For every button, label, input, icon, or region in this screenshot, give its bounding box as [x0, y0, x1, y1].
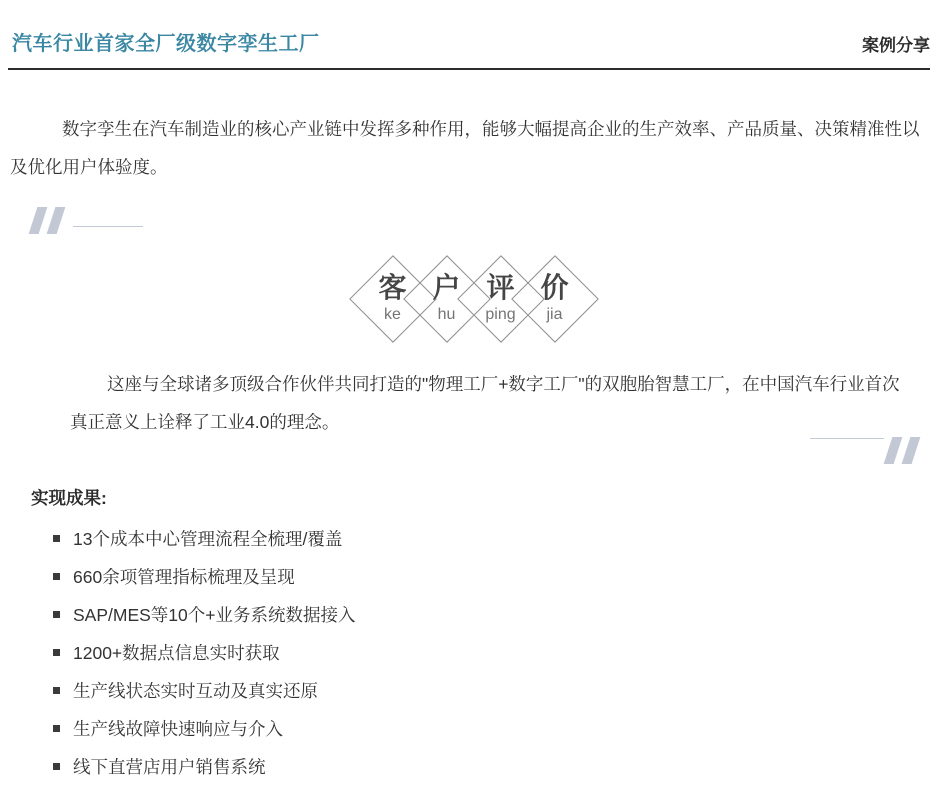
square-bullet-icon	[53, 725, 60, 732]
list-item	[53, 557, 947, 595]
square-bullet-icon	[53, 649, 60, 656]
list-item-text: 1200+数据点信息实时获取	[73, 642, 280, 663]
closing-quote-decoration	[0, 437, 924, 465]
page-header	[8, 0, 930, 70]
quote-mark-icon	[902, 437, 921, 464]
stamp-diamond	[510, 254, 600, 344]
list-item-text: 生产线故障快速响应与介入	[73, 718, 283, 739]
stamp-char: 价	[540, 272, 569, 303]
list-item-text: 生产线状态实时互动及真实还原	[73, 680, 318, 701]
list-item	[53, 519, 947, 557]
stamp-char: 评	[486, 272, 515, 303]
quote-mark-icon	[47, 207, 66, 234]
customer-review-stamp	[348, 254, 600, 350]
list-item	[53, 709, 947, 747]
quote-paragraph: 这座与全球诸多顶级合作伙伴共同打造的"物理工厂+数字工厂"的双胞胎智慧工厂，在中国汽车行业首次真正意义上诠释了工业4.0的理念。	[70, 374, 900, 432]
list-item	[53, 595, 947, 633]
stamp-pinyin: jia	[546, 306, 563, 323]
opening-quote-decoration	[33, 207, 947, 235]
quote-divider-line	[73, 226, 143, 227]
stamp-content	[510, 254, 600, 344]
stamp-pinyin: ke	[384, 306, 401, 323]
stamp-pinyin: ping	[485, 306, 516, 323]
list-item-text: 13个成本中心管理流程全梳理/覆盖	[73, 528, 343, 549]
intro-paragraph: 数字孪生在汽车制造业的核心产业链中发挥多种作用，能够大幅提高企业的生产效率、产品质量、决策精准性以及优化用户体验度。	[10, 119, 920, 177]
list-item-text: SAP/MES等10个+业务系统数据接入	[73, 604, 356, 625]
list-item-text: 线下直营店用户销售系统	[73, 756, 266, 777]
stamp-char: 客	[378, 272, 407, 303]
square-bullet-icon	[53, 535, 60, 542]
quote-mark-icon	[29, 207, 48, 234]
stamp-char: 户	[432, 272, 461, 303]
page-title: 汽车行业首家全厂级数字孪生工厂	[12, 33, 320, 55]
case-share-badge: 案例分享	[862, 36, 930, 55]
results-list	[53, 519, 947, 785]
list-item-text: 660余项管理指标梳理及呈现	[73, 566, 295, 587]
square-bullet-icon	[53, 573, 60, 580]
quote-divider-line	[810, 438, 884, 439]
list-item	[53, 747, 947, 785]
stamp-pinyin: hu	[437, 306, 456, 323]
list-item	[53, 633, 947, 671]
quote-mark-icon	[884, 437, 903, 464]
square-bullet-icon	[53, 611, 60, 618]
list-item	[53, 671, 947, 709]
square-bullet-icon	[53, 763, 60, 770]
square-bullet-icon	[53, 687, 60, 694]
results-heading: 实现成果:	[31, 488, 107, 508]
